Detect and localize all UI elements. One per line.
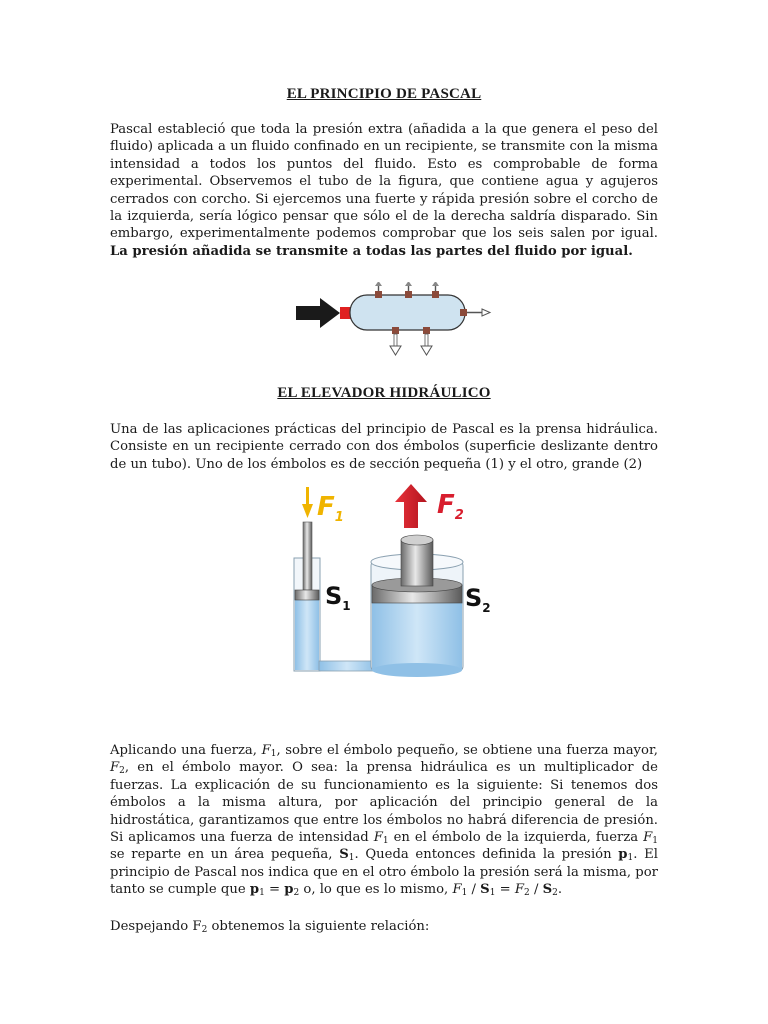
- paragraph-elevador-intro: Una de las aplicaciones prácticas del principio de Pascal es la prensa hidráulica. Consiste en un recipiente cerrado con dos émbolos (superficie deslizante dentro de un tubo). Uno de los émbolos es de sección pequeña (1) y el otro, grande (2): [110, 422, 658, 472]
- f2-arrow-icon: [395, 484, 427, 528]
- small-piston: [295, 590, 319, 600]
- s2-label: $S_2$: [465, 584, 491, 615]
- large-piston-rod: [401, 540, 433, 586]
- tube-body: [350, 295, 465, 330]
- paragraph-pascal-intro: [110, 121, 658, 260]
- section-title-elevador: EL ELEVADOR HIDRÁULICO: [277, 385, 491, 401]
- pascal-intro-text: Pascal estableció que toda la presión extra (añadida a la que genera el peso del fluido) aplicada a un fluido confinado en un recipiente, se transmite con la misma intensidad a todos los puntos del fluido. Esto es comprobable de forma experimental. Observemos el tubo de la figura, que contiene agua y agujeros cerrados con corcho. Si ejercemos una fuerte y rápida presión sobre el corcho de la izquierda, sería lógico pensar que sólo el de la derecha saldría disparado. Sin embargo, experimentalmente podemos comprobar que los seis salen por igual.: [110, 122, 658, 242]
- pascal-tube-figure: [290, 282, 500, 360]
- hydraulic-press-figure: [285, 482, 505, 692]
- right-cork: [460, 309, 467, 316]
- bottom-corks: [390, 327, 432, 355]
- large-cylinder-water: [372, 600, 462, 670]
- paragraph-despejando: Despejando $F_2$ obtenemos la siguiente relación:: [110, 919, 430, 935]
- section-title-pascal: EL PRINCIPIO DE PASCAL: [286, 86, 482, 102]
- connecting-pipe: [319, 661, 375, 671]
- small-cylinder-water: [295, 600, 319, 670]
- push-arrow-icon: [296, 298, 340, 328]
- small-piston-rod: [303, 522, 312, 590]
- right-arrow-icon: [482, 309, 490, 316]
- s1-label: $S_1$: [325, 582, 351, 613]
- pascal-bold-conclusion: La presión añadida se transmite a todas las partes del fluido por igual.: [110, 243, 633, 259]
- paragraph-explanation: Aplicando una fuerza, $F_1$, sobre el émbolo pequeño, se obtiene una fuerza mayor, $F_2$, en el émbolo mayor. O sea: la prensa hidráulica es un multiplicador de fuerzas. La explicación de su funcionamiento es la siguiente: Si tenemos dos émbolos a la misma altura, por aplicación del principio general de la hidrostática, garantizamos que entre los émbolos no habrá diferencia de presión. Si aplicamos una fuerza de intensidad $F_1$ en el émbolo de la izquierda, fuerza $F_1$ se reparte en un área pequeña, $S_1$. Queda entonces definida la presión $p_1$. El principio de Pascal nos indica que en el otro émbolo la presión será la misma, por tanto se cumple que $p_1 = p_2$ o, lo que es lo mismo, $F_1 / S_1 = F_2 / S_2$.: [110, 743, 658, 899]
- f1-label: $F_1$: [317, 492, 344, 525]
- f2-label: $F_2$: [437, 490, 464, 523]
- f1-arrow-icon: [302, 487, 313, 518]
